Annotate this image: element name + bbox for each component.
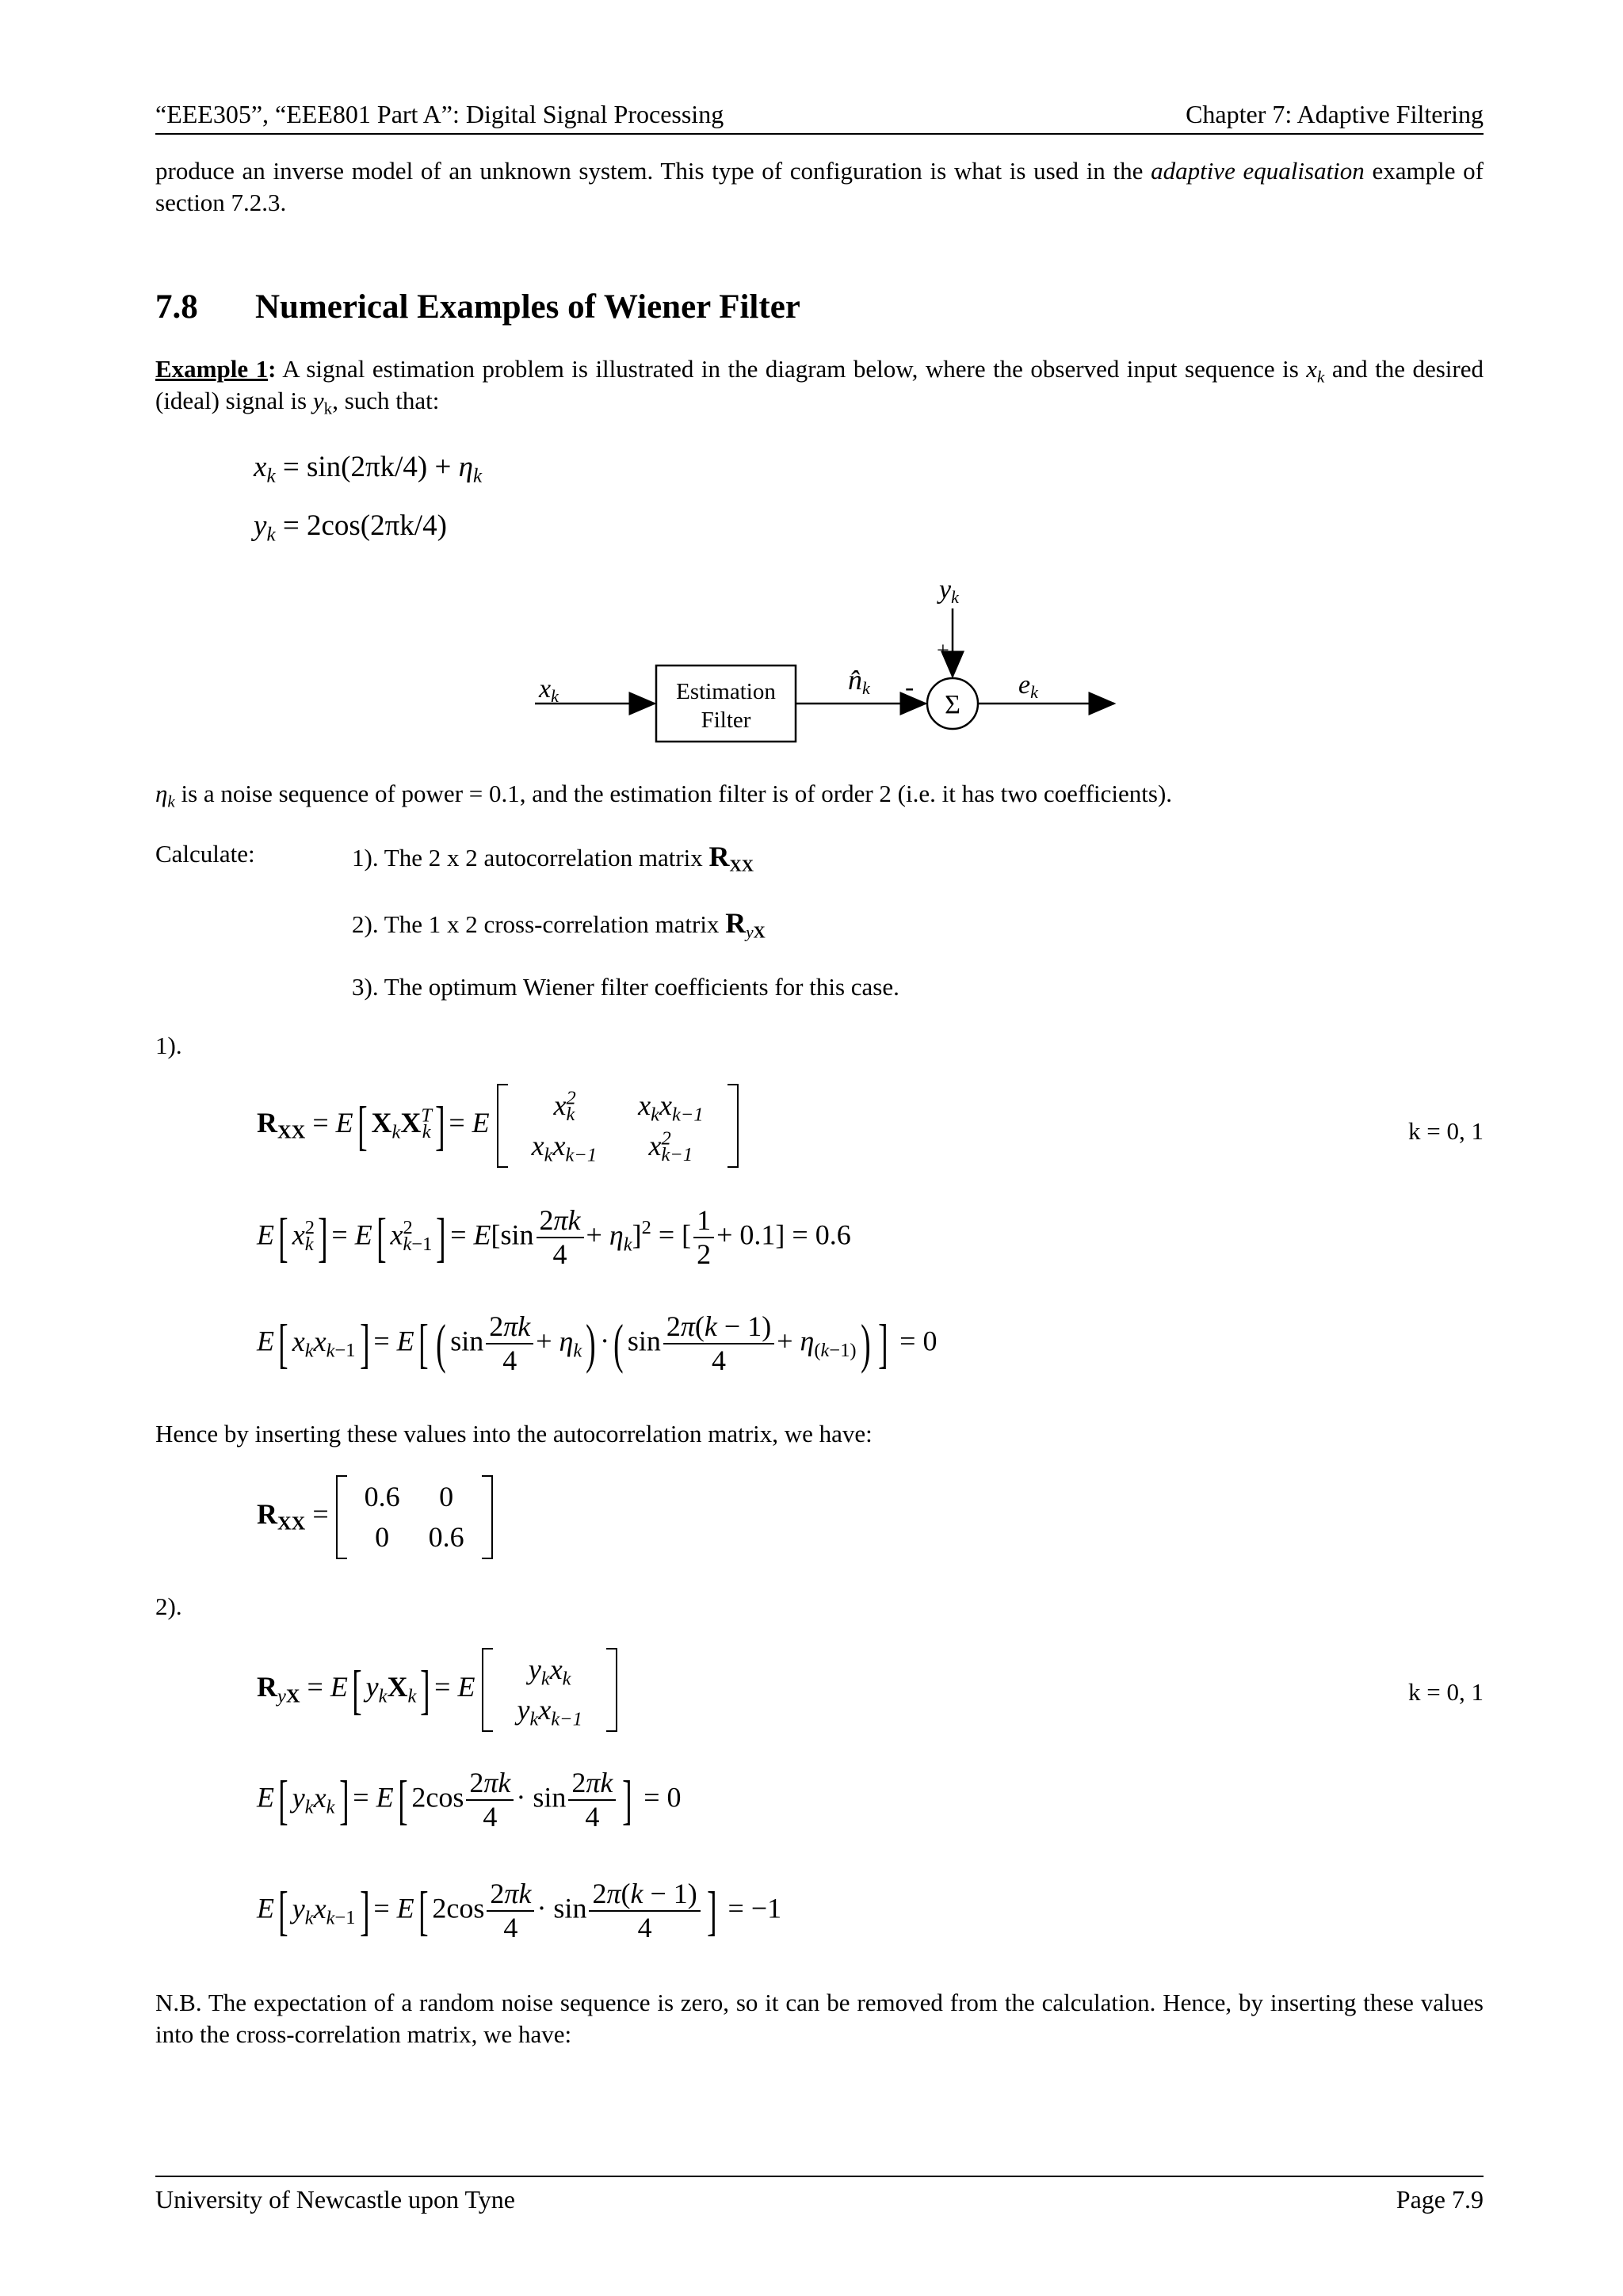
ek-label: ek bbox=[1018, 670, 1038, 702]
part2-krange: k = 0, 1 bbox=[1408, 1678, 1484, 1706]
xk-definition: $x_k = \sin(2\pi k/4) + \eta_k$ bbox=[254, 451, 483, 487]
section-number: 7.8 bbox=[155, 288, 198, 326]
box-line2: Filter bbox=[701, 707, 751, 733]
ryx-symbolic-matrix: $y_kx_k$ $y_kx_{k-1}$ bbox=[482, 1648, 617, 1732]
calculate-label: Calculate: bbox=[155, 840, 255, 868]
rxx-cell: 0.6 bbox=[428, 1520, 464, 1553]
part1-label: 1). bbox=[155, 1032, 182, 1059]
plus-sign: + bbox=[937, 639, 949, 663]
rxx-result: $R_{XX}$ = 0.6 0 0 0.6 bbox=[257, 1475, 493, 1559]
ryx-definition: $R_{yX} = E$[ $y_kX_k] = E$ $y_kx_k$ $y_kx_{k-1}$ bbox=[257, 1648, 617, 1732]
noise-sentence: $\eta_k$ is a noise sequence of power = 0.1, and the estimation filter is of order 2 (i.e. it has two coefficients). bbox=[155, 780, 1173, 811]
part2-label: 2). bbox=[155, 1592, 182, 1620]
hence-sentence: Hence by inserting these values into the autocorrelation matrix, we have: bbox=[155, 1420, 873, 1447]
rxx-cell: 0.6 bbox=[364, 1481, 400, 1512]
sigma-icon: Σ bbox=[945, 690, 960, 719]
example-paragraph: Example 1: A signal estimation problem is illustrated in the diagram below, where the observed input sequence is $x_k$ and the desired (ideal) signal is $y_k$, such that: bbox=[155, 355, 1484, 418]
eyx1-equation: E[ $y_kx_{k-1}] = E$[ 2cos $\frac{2\pi k}{4}$ · sin $\frac{2\pi(k - 1)}{4}$ ] = −1 bbox=[257, 1878, 782, 1944]
calculate-item-2: 2). The 1 x 2 cross-correlation matrix $R_{yX}$ bbox=[352, 907, 766, 942]
rxx-symbolic-matrix: $x^2_k$ $x_kx_{k-1}$ $x_kx_{k-1}$ $x^2_{k-1}$ bbox=[497, 1084, 739, 1168]
intro-paragraph: produce an inverse model of an unknown system. This type of configuration is what is used in the adaptive equalisation example of section 7.2.3. bbox=[155, 157, 1484, 217]
example-label: Example 1 bbox=[155, 355, 269, 383]
box-line1: Estimation bbox=[676, 679, 776, 704]
header-rule bbox=[155, 133, 1484, 135]
rxx-definition: $R_{XX} = E$[ $X_kX^T_k] = E$ $x^2_k$ $x_kx_{k-1}$ $x_kx_{k-1}$ $x^2_{k-1}$ bbox=[257, 1084, 739, 1168]
header-left: “EEE305”, “EEE801 Part A”: Digital Signal Processing bbox=[155, 100, 724, 128]
yk-diagram-label: yk bbox=[939, 575, 959, 607]
calculate-item-3: 3). The optimum Wiener filter coefficients for this case. bbox=[352, 973, 899, 1001]
yk-definition: $y_k = 2\cos(2\pi k/4)$ bbox=[254, 509, 447, 546]
footer-right: Page 7.9 bbox=[1396, 2185, 1484, 2214]
minus-sign: - bbox=[905, 673, 915, 702]
rxx-cell: 0 bbox=[375, 1520, 390, 1553]
nhat-label: n̂k bbox=[848, 664, 870, 698]
header-right: Chapter 7: Adaptive Filtering bbox=[1186, 100, 1484, 128]
rxx-numeric-matrix bbox=[336, 1475, 493, 1559]
rxx-cell: 0 bbox=[439, 1481, 454, 1512]
ex2-equation: E[ $x^2_k] = E$[ $x^2_{k-1}] = E[\sin$ $\frac{2\pi k}{4}$ + $\eta_k]^2$ = [ $\frac{1}{2}$ + 0.1] = 0.6 bbox=[257, 1204, 851, 1271]
footer-rule bbox=[155, 2176, 1484, 2177]
block-diagram bbox=[515, 570, 1133, 753]
eyx0-equation: E[ $y_kx_k] = E$[ 2cos $\frac{2\pi k}{4}$ · sin $\frac{2\pi k}{4}$ ] = 0 bbox=[257, 1767, 682, 1833]
section-title: Numerical Examples of Wiener Filter bbox=[255, 288, 800, 326]
part1-krange: k = 0, 1 bbox=[1408, 1117, 1484, 1145]
exx1-equation: E[ $x_kx_{k-1}] = E$[ ( sin $\frac{2\pi k}{4}$ + $\eta_k$) ·( sin $\frac{2\pi(k - 1)}{4}$ + $\eta_{(k-1)}$) ] = 0 bbox=[257, 1310, 938, 1377]
calculate-item-1: 1). The 2 x 2 autocorrelation matrix $R_{XX}$ bbox=[352, 841, 754, 875]
xk-label: xk bbox=[539, 674, 559, 706]
nb-paragraph: N.B. The expectation of a random noise sequence is zero, so it can be removed from the calculation. Hence, by inserting these values into the cross-correlation matrix, we have: bbox=[155, 1989, 1484, 2049]
footer-left: University of Newcastle upon Tyne bbox=[155, 2185, 515, 2214]
